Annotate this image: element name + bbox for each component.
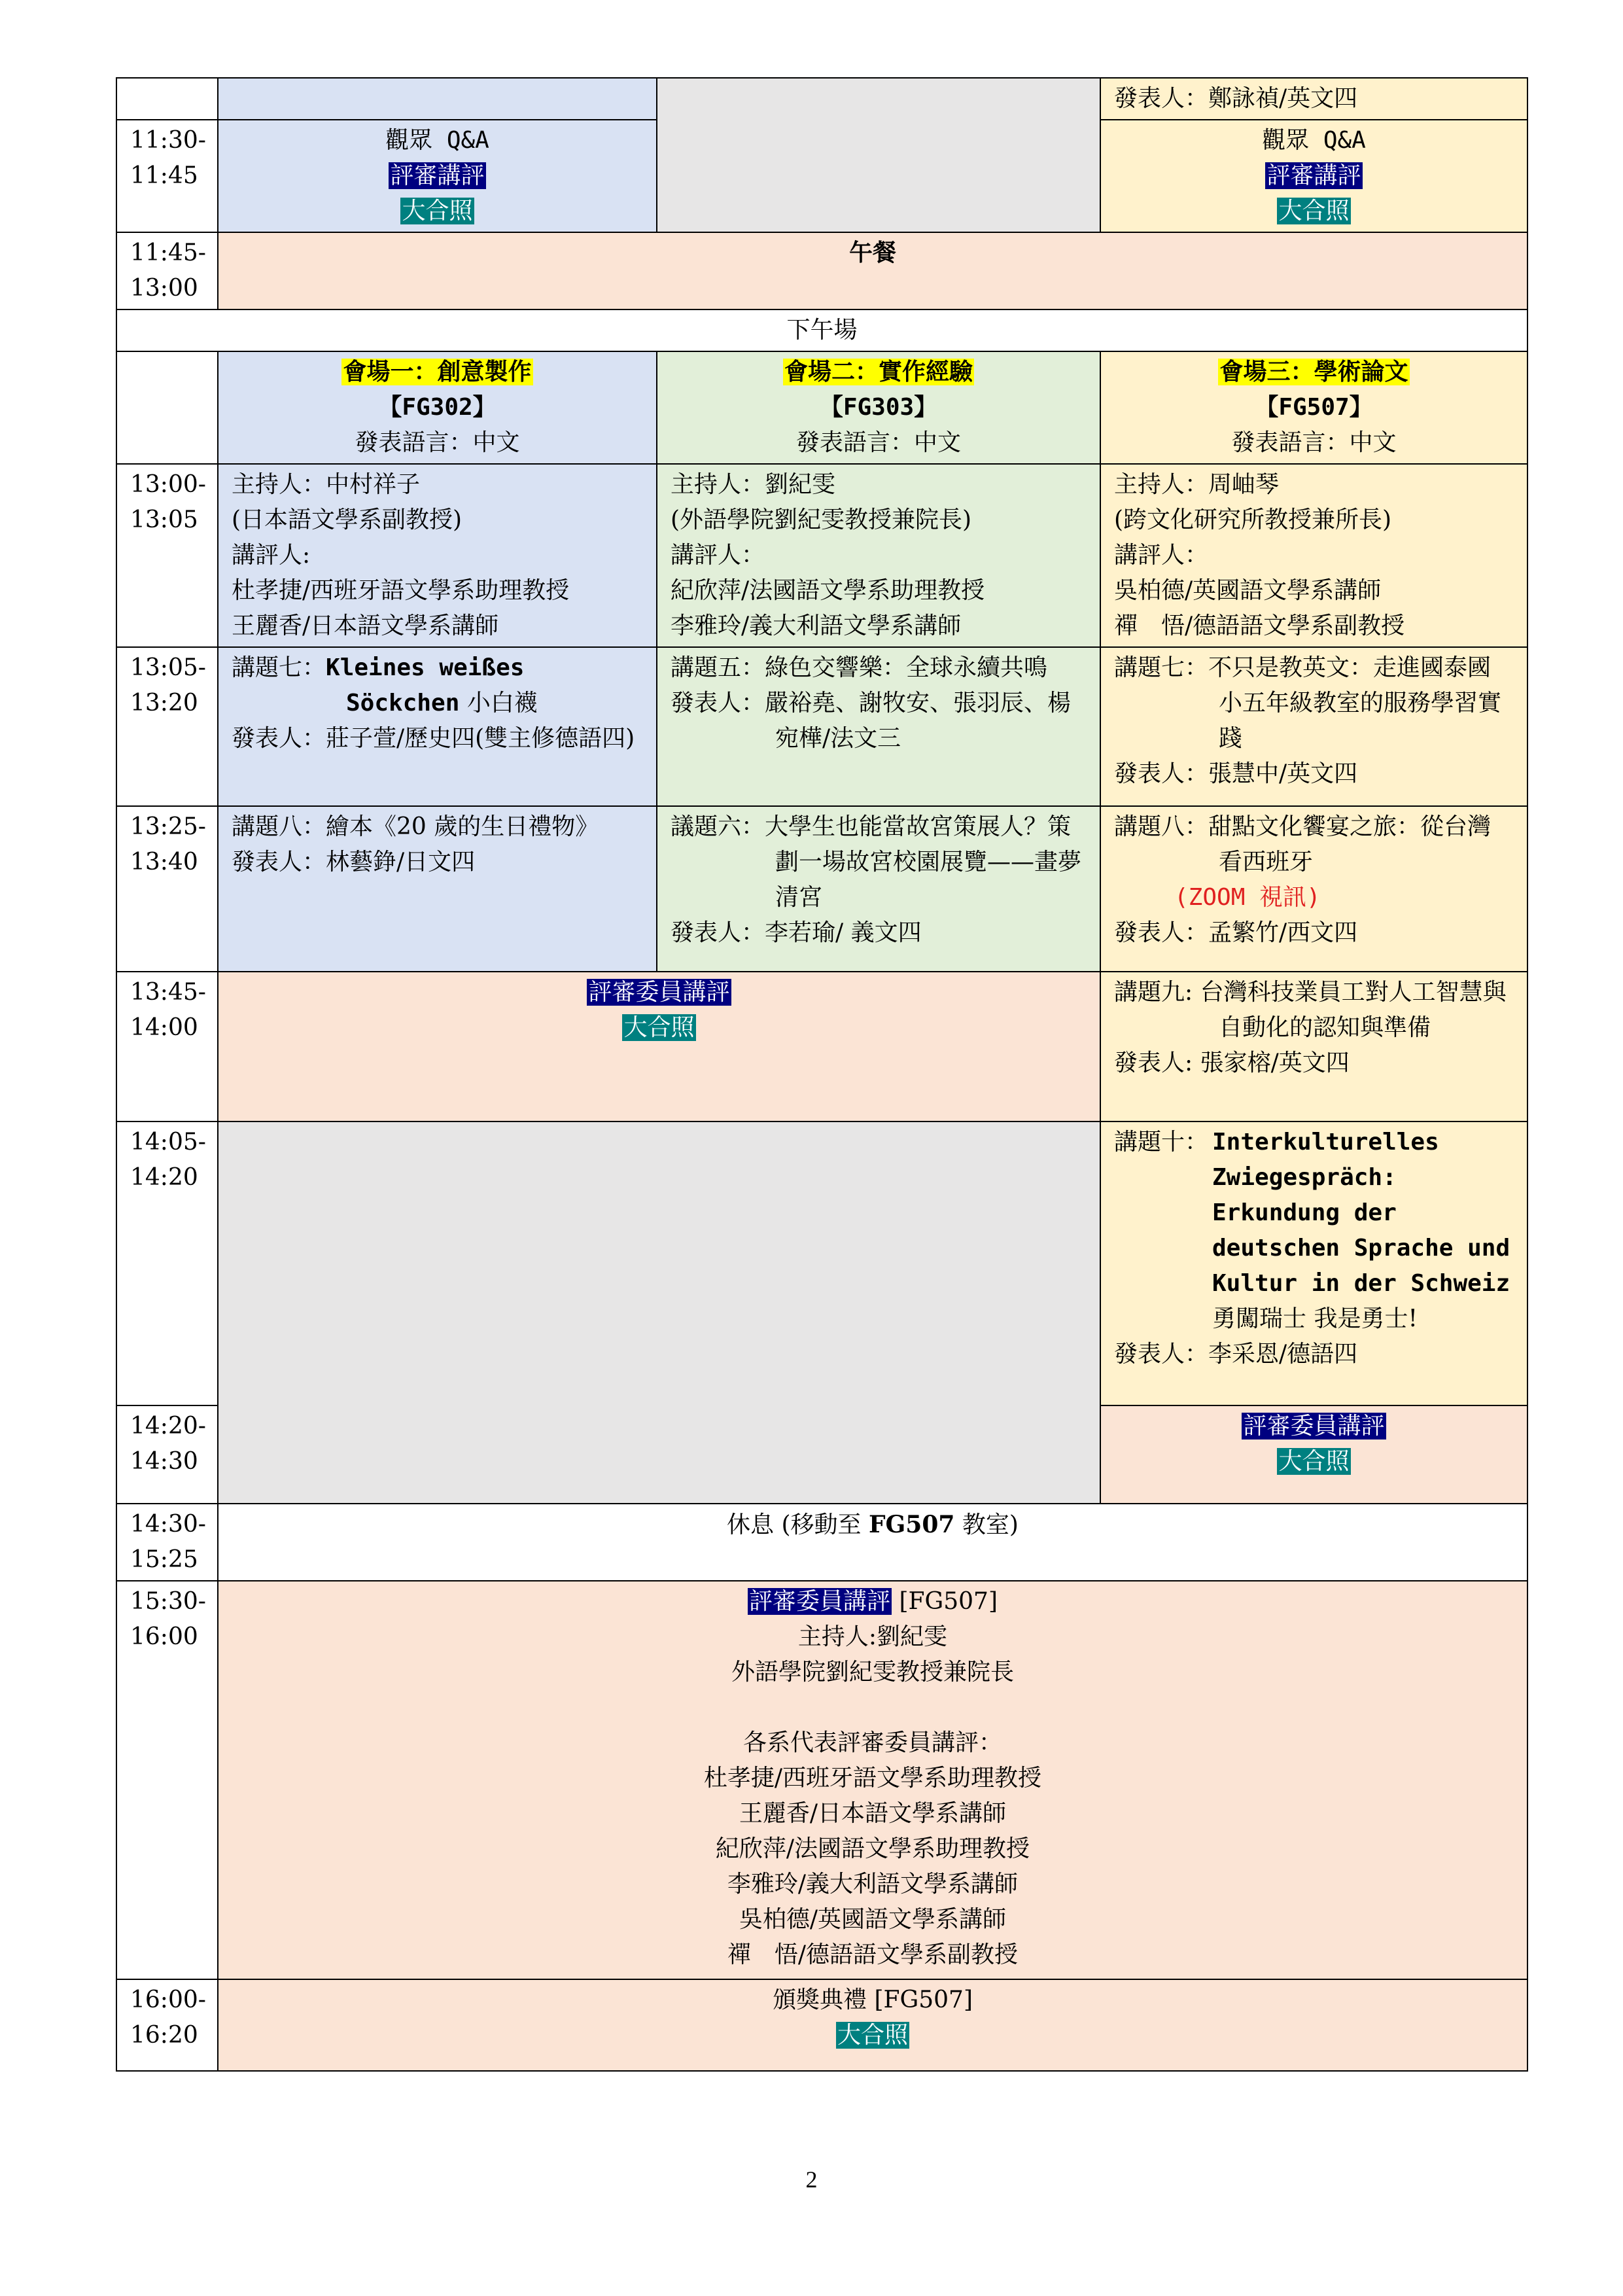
venue2-empty-cell: [657, 78, 1100, 232]
time-end: 16:20: [130, 2022, 198, 2049]
zoom-note: (ZOOM 視訊): [1174, 884, 1321, 911]
time-start: 13:05-: [130, 654, 206, 681]
table-row: [116, 78, 1527, 120]
venue1-hosts: [218, 464, 657, 647]
venue-title: 會場二：實作經驗: [784, 359, 973, 385]
page-number: 2: [805, 2166, 818, 2193]
time-cell: [116, 464, 218, 647]
time-cell: [116, 1405, 218, 1504]
time-end: 14:00: [130, 1014, 198, 1041]
host-title: (外語學院劉紀雯教授兼院長): [671, 506, 972, 533]
judge-line: 王麗香/日本語文學系講師: [739, 1800, 1007, 1827]
time-end: 15:25: [130, 1546, 198, 1573]
host-title: 外語學院劉紀雯教授兼院長: [731, 1659, 1014, 1686]
presenter-text: 發表人：林藝錚/日文四: [232, 849, 476, 875]
judge-line: 李雅玲/義大利語文學系講師: [727, 1871, 1019, 1898]
presenter-text: 發表人：李采恩/德語四: [1114, 1341, 1358, 1368]
time-cell: [116, 351, 218, 464]
time-cell: [116, 1979, 218, 2071]
reviewer-line: 杜孝捷/西班牙語文學系助理教授: [232, 577, 570, 604]
time-end: 16:00: [130, 1623, 198, 1650]
venue-language: 發表語言：中文: [355, 429, 520, 456]
host-line: 主持人:劉紀雯: [797, 1623, 948, 1650]
reviewer-heading: 講評人：: [671, 542, 765, 569]
venue2-topic: [657, 647, 1100, 806]
venue-room: 【FG302】: [378, 394, 497, 421]
venue1-cell: [218, 78, 657, 120]
time-start: 14:05-: [130, 1129, 206, 1156]
time-end: 13:40: [130, 849, 198, 875]
venue1-topic: [218, 806, 657, 972]
topic-title-zh: 勇闖瑞士 我是勇士!: [1212, 1305, 1418, 1332]
ceremony-text: 頒獎典禮 [FG507]: [773, 1987, 973, 2013]
topic-title: Interkulturelles Zwiegespräch: Erkundung der deutschen Sprache und Kultur in der Schweiz: [1212, 1129, 1510, 1297]
review-label: 評審講評: [390, 162, 485, 189]
table-row: [116, 1504, 1527, 1581]
reviewer-line: 禪 悟/德語語文學系副教授: [1114, 612, 1405, 639]
review-cell: [1100, 1405, 1527, 1504]
schedule-table: [116, 77, 1528, 2072]
venue3-topic: [1100, 1122, 1527, 1405]
time-cell: [116, 120, 218, 232]
break-cell: [218, 1504, 1527, 1581]
qa-text: 觀眾 Q&A: [385, 127, 489, 154]
table-row: [116, 806, 1527, 972]
topic-text: 講題八：甜點文化饗宴之旅：從台灣看西班牙: [1114, 813, 1492, 875]
time-cell: [116, 972, 218, 1122]
venue3-topic: [1100, 806, 1527, 972]
host-title: (日本語文學系副教授): [232, 506, 462, 533]
venue3-topic: [1100, 972, 1527, 1122]
lunch-cell: [218, 232, 1527, 309]
topic-title: Kleines weißes: [326, 654, 525, 681]
topic-label: 講題十：: [1114, 1129, 1209, 1156]
table-row: [116, 972, 1527, 1122]
time-cell: [116, 78, 218, 120]
time-end: 11:45: [130, 162, 198, 189]
presenter-text: 發表人：孟繁竹/西文四: [1114, 919, 1358, 946]
host-line: 主持人：中村祥子: [232, 471, 421, 498]
presenter-text: 發表人: 張家榕/英文四: [1114, 1050, 1350, 1076]
ceremony-cell: [218, 1979, 1527, 2071]
time-start: 14:30-: [130, 1511, 206, 1538]
table-row: [116, 1979, 1527, 2071]
venue3-cell: [1100, 120, 1527, 232]
afternoon-header-cell: [116, 309, 1527, 351]
time-start: 16:00-: [130, 1987, 206, 2013]
judge-line: 杜孝捷/西班牙語文學系助理教授: [703, 1765, 1042, 1792]
final-review-cell: [218, 1581, 1527, 1979]
venue-room: 【FG303】: [819, 394, 938, 421]
review-label: 評審委員講評: [588, 979, 730, 1006]
qa-text: 觀眾 Q&A: [1262, 127, 1366, 154]
host-title: (跨文化研究所教授兼所長): [1114, 506, 1392, 533]
venue1-cell: [218, 120, 657, 232]
host-line: 主持人：劉紀雯: [671, 471, 836, 498]
venue3-hosts: [1100, 464, 1527, 647]
venue1-topic: [218, 647, 657, 806]
venue1-header: [218, 351, 657, 464]
venue-room: 【FG507】: [1255, 394, 1373, 421]
venue3-topic: [1100, 647, 1527, 806]
host-line: 主持人：周岫琴: [1114, 471, 1280, 498]
time-cell: [116, 232, 218, 309]
time-start: 15:30-: [130, 1588, 206, 1615]
reviewer-line: 王麗香/日本語文學系講師: [232, 612, 499, 639]
reviewer-heading: 講評人:: [232, 542, 311, 569]
presenter-text: 發表人：莊子萱/歷史四(雙主修德語四): [232, 725, 635, 752]
time-end: 13:00: [130, 275, 198, 302]
venue3-cell: [1100, 78, 1527, 120]
time-cell: [116, 647, 218, 806]
time-start: 11:30-: [130, 127, 206, 154]
time-end: 13:20: [130, 690, 198, 716]
time-end: 14:30: [130, 1448, 198, 1475]
time-cell: [116, 1581, 218, 1979]
break-room: FG507: [868, 1511, 955, 1538]
review-label: 評審委員講評: [749, 1588, 891, 1615]
review-label: 評審委員講評: [1243, 1413, 1385, 1439]
topic-title-zh: 小白襪: [459, 690, 538, 716]
table-row: [116, 1581, 1527, 1979]
venue-language: 發表語言：中文: [795, 429, 961, 456]
review-cell: [218, 972, 1100, 1122]
table-row: [116, 232, 1527, 309]
topic-text: 講題八：繪本《20 歲的生日禮物》: [232, 813, 599, 840]
judge-line: 禪 悟/德語語文學系副教授: [727, 1941, 1019, 1968]
judge-line: 紀欣萍/法國語文學系助理教授: [715, 1835, 1030, 1862]
photo-label: 大合照: [1278, 198, 1350, 224]
photo-label: 大合照: [1278, 1448, 1350, 1475]
reviewer-line: 吳柏德/英國語文學系講師: [1114, 577, 1382, 604]
table-row: [116, 309, 1527, 351]
review-label: 評審講評: [1266, 162, 1361, 189]
time-cell: [116, 1122, 218, 1405]
table-row: [116, 464, 1527, 647]
presenter-text: 發表人：李若瑜/ 義文四: [671, 919, 922, 946]
time-start: 13:45-: [130, 979, 206, 1006]
photo-label: 大合照: [837, 2022, 908, 2049]
time-end: 13:05: [130, 506, 198, 533]
presenter-text: 發表人：張慧中/英文四: [1114, 760, 1358, 787]
time-start: 11:45-: [130, 239, 206, 266]
table-row: [116, 1122, 1527, 1405]
photo-label: 大合照: [402, 198, 473, 224]
topic-title: Söckchen: [346, 690, 460, 716]
topic-text: 講題九: 台灣科技業員工對人工智慧與自動化的認知與準備: [1114, 979, 1507, 1041]
presenter-text: 發表人：嚴裕堯、謝牧安、張羽辰、楊宛樺/法文三: [671, 690, 1072, 752]
presenter-text: 發表人：鄭詠禎/英文四: [1114, 85, 1358, 112]
venue2-hosts: [657, 464, 1100, 647]
venue3-header: [1100, 351, 1527, 464]
time-start: 13:00-: [130, 471, 206, 498]
table-row: [116, 351, 1527, 464]
time-cell: [116, 1504, 218, 1581]
photo-label: 大合照: [623, 1014, 695, 1041]
review-room: [FG507]: [892, 1588, 998, 1615]
empty-cell: [218, 1122, 1100, 1504]
topic-label: 講題七：: [232, 654, 326, 681]
topic-text: 講題七：不只是教英文：走進國泰國小五年級教室的服務學習實踐: [1114, 654, 1502, 752]
table-row: [116, 647, 1527, 806]
topic-text: 議題六：大學生也能當故宮策展人？策劃一場故宮校園展覽——畫夢清宮: [671, 813, 1082, 911]
time-start: 13:25-: [130, 813, 206, 840]
judge-line: 吳柏德/英國語文學系講師: [739, 1906, 1007, 1933]
venue-title: 會場一：創意製作: [343, 359, 532, 385]
break-text: 教室): [954, 1511, 1019, 1538]
section-title: 下午場: [786, 317, 858, 344]
break-text: 休息 (移動至: [727, 1511, 869, 1538]
judges-heading: 各系代表評審委員講評：: [742, 1729, 1002, 1756]
time-cell: [116, 806, 218, 972]
venue-title: 會場三：學術論文: [1219, 359, 1408, 385]
reviewer-line: 李雅玲/義大利語文學系講師: [671, 612, 962, 639]
venue-language: 發表語言：中文: [1231, 429, 1397, 456]
venue2-topic: [657, 806, 1100, 972]
topic-text: 講題五：綠色交響樂：全球永續共鳴: [671, 654, 1048, 681]
time-start: 14:20-: [130, 1413, 206, 1439]
reviewer-heading: 講評人：: [1114, 542, 1209, 569]
venue2-header: [657, 351, 1100, 464]
time-end: 14:20: [130, 1164, 198, 1191]
reviewer-line: 紀欣萍/法國語文學系助理教授: [671, 577, 985, 604]
lunch-text: 午餐: [848, 239, 896, 266]
